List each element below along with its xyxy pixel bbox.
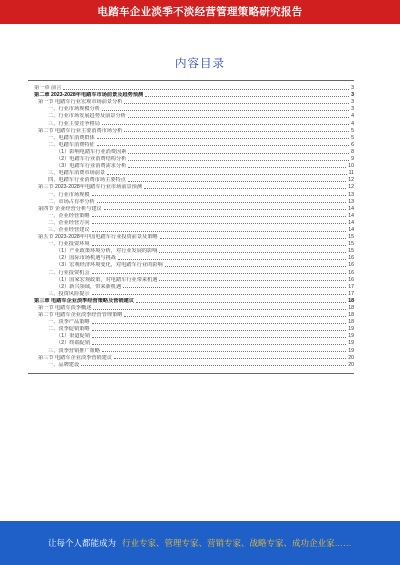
toc-entry-title: 第三节 2023-2028年电踏车行业市场前景预测 — [38, 184, 143, 191]
toc-entry-page: 15 — [348, 234, 354, 241]
toc-leader-dots — [128, 167, 346, 168]
toc-entry-page: 3 — [351, 85, 354, 92]
toc-entry-page: 4 — [351, 113, 354, 120]
toc-entry-page: 19 — [348, 326, 354, 333]
toc-entry-page: 18 — [348, 312, 354, 319]
toc-leader-dots — [92, 294, 347, 295]
toc-leader-dots — [92, 223, 347, 224]
toc-entry-title: 第一节 电踏车淡季概述 — [38, 305, 92, 311]
footer-lead-text: 让每个人都能成为 — [48, 538, 117, 548]
toc-bottom-rule — [28, 373, 354, 374]
report-title: 电踏车企业淡季不淡经营管理策略研究报告 — [97, 6, 303, 18]
toc-leader-dots — [97, 202, 347, 203]
toc-entry[interactable] — [34, 318, 354, 325]
toc-leader-dots — [92, 330, 347, 331]
toc-entry[interactable] — [34, 134, 354, 141]
toc-entry[interactable] — [34, 183, 354, 190]
toc-entry-page: 11 — [348, 170, 354, 177]
toc-leader-dots — [123, 287, 346, 288]
toc-entry[interactable] — [34, 361, 354, 368]
toc-leader-dots — [92, 323, 347, 324]
toc-leader-dots — [92, 195, 347, 196]
toc-leader-dots — [128, 181, 346, 182]
toc-leader-dots — [102, 124, 349, 125]
footer-slogan-text: 行业专家、管理专家、营销专家、战略专家、成功企业家…… — [122, 538, 352, 548]
toc-entry[interactable] — [34, 155, 354, 162]
toc-entry[interactable] — [34, 283, 354, 290]
toc-entry[interactable] — [34, 354, 354, 361]
toc-leader-dots — [124, 131, 349, 132]
toc-entry[interactable] — [34, 346, 354, 353]
toc-entry-page: 20 — [348, 354, 354, 361]
toc-entry[interactable] — [34, 127, 354, 134]
toc-entry[interactable] — [34, 233, 354, 240]
toc-leader-dots — [145, 96, 349, 97]
toc-leader-dots — [124, 316, 346, 317]
toc-entry-title: （1）产业政策环境分析，对行业发展的影响 — [56, 248, 158, 255]
toc-leader-dots — [144, 188, 346, 189]
toc-leader-dots — [107, 174, 347, 175]
toc-entry-page: 16 — [348, 269, 354, 276]
toc-entry-title: 第五节 2023-2028年中国电踏车行业投资前景及策略 — [38, 234, 158, 241]
toc-leader-dots — [97, 145, 349, 146]
toc-leader-dots — [114, 358, 346, 359]
toc-entry[interactable] — [34, 290, 354, 297]
toc-entry-title: 二、行业市场发展趋势及前景分析 — [48, 113, 126, 120]
toc-leader-dots — [92, 337, 346, 338]
toc-entry[interactable] — [34, 98, 354, 105]
toc-entry-title: 一、行业市场规模分析 — [48, 106, 100, 113]
toc-entry-title: （1）影响电踏车行业消费因素 — [56, 148, 127, 155]
toc-entry[interactable] — [34, 268, 354, 275]
toc-entry-title: （2）电踏车行业消费结构分析 — [56, 156, 127, 163]
toc-entry[interactable] — [34, 91, 354, 98]
toc-entry-page: 14 — [348, 212, 354, 219]
toc-heading: 内容目录 — [175, 58, 225, 70]
toc-leader-dots — [92, 245, 347, 246]
toc-entry-page: 8 — [351, 148, 354, 155]
toc-entry-title: 三、行业主要竞争格局 — [48, 120, 100, 127]
toc-entry-title: （2）终端促销 — [56, 340, 91, 347]
toc-leader-dots — [92, 231, 347, 232]
footer-banner — [0, 521, 400, 565]
toc-entry-page: 18 — [348, 319, 354, 326]
toc-entry-title: （1）渠道促销 — [56, 333, 91, 340]
toc-entry-page: 14 — [348, 226, 354, 233]
toc-entry[interactable] — [34, 169, 354, 176]
toc-entry[interactable] — [34, 304, 354, 311]
toc-entry-page: 5 — [351, 134, 354, 141]
toc-entry[interactable] — [34, 198, 354, 205]
toc-entry-page: 6 — [351, 141, 354, 148]
toc-entry-page: 19 — [348, 333, 354, 340]
toc-entry-page: 16 — [348, 255, 354, 262]
toc-entry-page: 14 — [348, 205, 354, 212]
toc-entry-title: 三、投资风险提示 — [48, 290, 90, 297]
toc-entry-title: 二、电踏车消费特征 — [48, 141, 95, 148]
toc-entry-page: 13 — [348, 191, 354, 198]
toc-entry-page: 18 — [348, 305, 354, 311]
report-header-bar — [0, 0, 400, 24]
toc-leader-dots — [128, 153, 349, 154]
toc-entry-title: 第二章 2023-2028年电踏车市场前景及趋势预测 — [34, 92, 144, 99]
toc-entry-title: （2）国际市场机遇与挑战 — [56, 255, 116, 262]
toc-leader-dots — [118, 259, 346, 260]
toc-entry[interactable] — [34, 190, 354, 197]
toc-entry-title: 一、电踏车消费群体 — [48, 134, 95, 141]
toc-entry-page: 19 — [348, 347, 354, 354]
toc-entry-title: 第三节 电踏车企业淡季营销建议 — [38, 354, 113, 361]
toc-leader-dots — [165, 266, 347, 267]
toc-entry-page: 3 — [351, 92, 354, 99]
toc-leader-dots — [160, 238, 347, 239]
toc-entry-title: 第四节 企业经营分析与建议 — [38, 205, 102, 212]
toc-entry-page: 12 — [348, 177, 354, 184]
toc-entry[interactable] — [34, 247, 354, 254]
toc-entry[interactable] — [34, 240, 354, 247]
toc-leader-dots — [128, 117, 349, 118]
toc-entry-title: 二、淡季促销策略 — [48, 326, 90, 333]
toc-entry-page: 3 — [351, 106, 354, 113]
toc-entry-title: （3）电踏车行业消费需求分析 — [56, 163, 127, 170]
toc-entry-title: 三、淡季营销推广策略 — [48, 347, 100, 354]
table-of-contents — [34, 84, 354, 368]
toc-leader-dots — [159, 252, 346, 253]
toc-entry[interactable] — [34, 162, 354, 169]
toc-leader-dots — [159, 280, 346, 281]
toc-entry-title: 二、行业投资机会 — [48, 269, 90, 276]
toc-entry-page: 4 — [351, 120, 354, 127]
toc-leader-dots — [124, 103, 349, 104]
toc-leader-dots — [102, 110, 349, 111]
toc-leader-dots — [128, 160, 349, 161]
toc-entry-page: 9 — [351, 156, 354, 163]
toc-entry-page: 10 — [348, 163, 354, 170]
toc-entry-title: （1）国家宏观政策，对电踏车行业带来机遇 — [56, 276, 158, 283]
toc-entry-page: 18 — [348, 297, 354, 304]
toc-entry-page: 15 — [348, 241, 354, 248]
toc-entry-title: 一、品牌建设 — [48, 361, 80, 368]
toc-entry-title: 二、市场占有率分析 — [48, 198, 95, 205]
toc-entry-page: 13 — [348, 198, 354, 205]
toc-entry[interactable] — [34, 297, 354, 304]
toc-leader-dots — [81, 365, 346, 366]
toc-entry[interactable] — [34, 226, 354, 233]
toc-entry-title: 四、电踏车行业消费市场主要特点 — [48, 177, 126, 184]
toc-entry[interactable] — [34, 141, 354, 148]
toc-leader-dots — [102, 351, 346, 352]
toc-entry-title: 一、淡季产品策略 — [48, 319, 90, 326]
toc-entry[interactable] — [34, 148, 354, 155]
toc-leader-dots — [97, 138, 349, 139]
toc-entry[interactable] — [34, 112, 354, 119]
toc-leader-dots — [104, 209, 347, 210]
toc-entry[interactable] — [34, 105, 354, 112]
toc-entry[interactable] — [34, 332, 354, 339]
toc-entry-title: 第一节 电踏车行业宏观市场前景分析 — [38, 99, 123, 106]
toc-entry-page: 15 — [348, 248, 354, 255]
toc-entry-page: 14 — [348, 219, 354, 226]
toc-entry[interactable] — [34, 119, 354, 126]
toc-entry[interactable] — [34, 325, 354, 332]
toc-leader-dots — [136, 302, 346, 303]
toc-entry-title: 三、电踏车消费市场前景 — [48, 170, 106, 177]
toc-entry[interactable] — [34, 84, 354, 91]
toc-entry-title: 第一章 前言 — [34, 85, 62, 92]
toc-top-rule — [28, 80, 354, 81]
toc-leader-dots — [92, 344, 346, 345]
toc-entry[interactable] — [34, 339, 354, 346]
toc-leader-dots — [92, 216, 347, 217]
toc-entry-page: 12 — [348, 184, 354, 191]
toc-entry[interactable] — [34, 261, 354, 268]
toc-leader-dots — [92, 273, 347, 274]
toc-entry-title: 第三章 电踏车企业淡季经营策略及营销建议 — [34, 297, 135, 304]
toc-entry[interactable] — [34, 254, 354, 261]
toc-entry-page: 16 — [348, 276, 354, 283]
toc-entry[interactable] — [34, 311, 354, 318]
toc-leader-dots — [63, 89, 349, 90]
toc-entry-page: 5 — [351, 127, 354, 134]
toc-entry-page: 19 — [348, 340, 354, 347]
toc-entry-title: （3）宏观经济环境变化，对电踏车行业的影响 — [56, 262, 163, 269]
toc-entry[interactable] — [34, 276, 354, 283]
toc-entry-title: 三、企业经营建议 — [48, 226, 90, 233]
toc-entry-page: 20 — [348, 361, 354, 368]
toc-entry-title: （2）新兴领域，带来新机遇 — [56, 283, 122, 290]
toc-entry-page: 16 — [348, 262, 354, 269]
toc-entry-title: 第二节 电踏车行业主要消费市场分析 — [38, 127, 123, 134]
toc-entry-page: 3 — [351, 99, 354, 106]
toc-entry[interactable] — [34, 205, 354, 212]
toc-entry[interactable] — [34, 176, 354, 183]
toc-entry-title: 一、企业经营策略 — [48, 212, 90, 219]
toc-entry[interactable] — [34, 212, 354, 219]
toc-entry-page: 17 — [348, 283, 354, 290]
toc-entry-title: 一、行业投资环境 — [48, 241, 90, 248]
toc-entry-title: 第二节 电踏车企业淡季经营管理策略 — [38, 312, 123, 319]
toc-leader-dots — [93, 309, 346, 310]
toc-entry-page: 17 — [348, 290, 354, 297]
toc-entry-title: 二、企业经营方向 — [48, 219, 90, 226]
toc-entry[interactable] — [34, 219, 354, 226]
toc-entry-title: 一、行业市场规模 — [48, 191, 90, 198]
